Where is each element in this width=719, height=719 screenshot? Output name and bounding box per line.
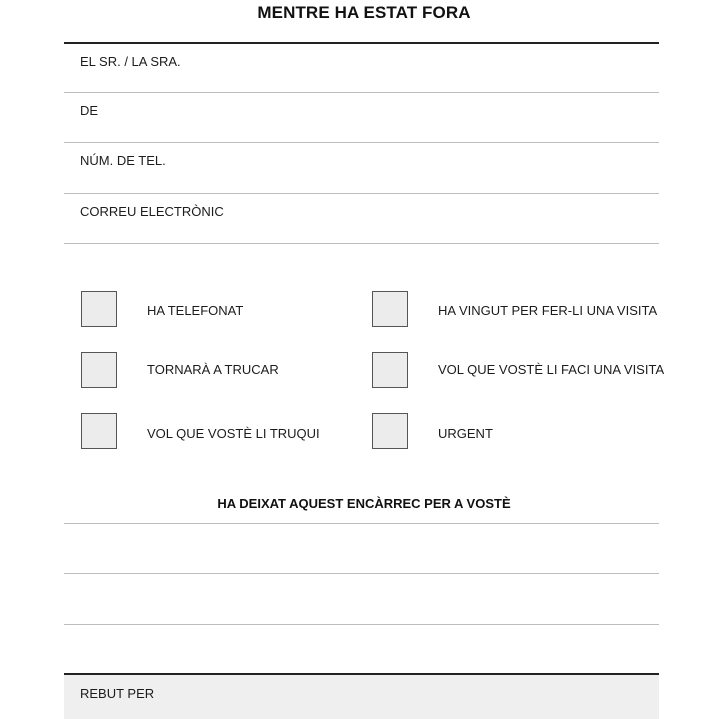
field-line-name[interactable] — [64, 92, 659, 93]
field-line-email[interactable] — [64, 243, 659, 244]
field-line-from[interactable] — [64, 142, 659, 143]
title-divider — [64, 42, 659, 44]
field-line-phone[interactable] — [64, 193, 659, 194]
field-label-name: EL SR. / LA SRA. — [80, 54, 181, 69]
checkbox-label-wants-visit: VOL QUE VOSTÈ LI FACI UNA VISITA — [438, 362, 665, 377]
form-title: MENTRE HA ESTAT FORA — [257, 3, 471, 22]
message-section-title: HA DEIXAT AQUEST ENCÀRREC PER A VOSTÈ — [217, 496, 511, 511]
checkbox-urgent[interactable] — [372, 413, 408, 449]
field-label-from: DE — [80, 103, 99, 118]
checkbox-please-call[interactable] — [81, 413, 117, 449]
checkbox-wants-visit[interactable] — [372, 352, 408, 388]
field-label-email: CORREU ELECTRÒNIC — [80, 204, 224, 219]
message-line-1[interactable] — [64, 523, 659, 524]
received-by-label: REBUT PER — [80, 686, 155, 701]
field-label-phone: NÚM. DE TEL. — [80, 153, 166, 168]
checkbox-label-came-to-visit: HA VINGUT PER FER-LI UNA VISITA — [438, 303, 658, 318]
checkbox-came-to-visit[interactable] — [372, 291, 408, 327]
checkbox-label-has-called: HA TELEFONAT — [147, 303, 244, 318]
checkbox-has-called[interactable] — [81, 291, 117, 327]
checkbox-will-call-again[interactable] — [81, 352, 117, 388]
checkbox-label-will-call-again: TORNARÀ A TRUCAR — [147, 362, 279, 377]
message-line-3[interactable] — [64, 624, 659, 625]
checkbox-label-please-call: VOL QUE VOSTÈ LI TRUQUI — [147, 426, 320, 441]
checkbox-label-urgent: URGENT — [438, 426, 493, 441]
message-line-2[interactable] — [64, 573, 659, 574]
